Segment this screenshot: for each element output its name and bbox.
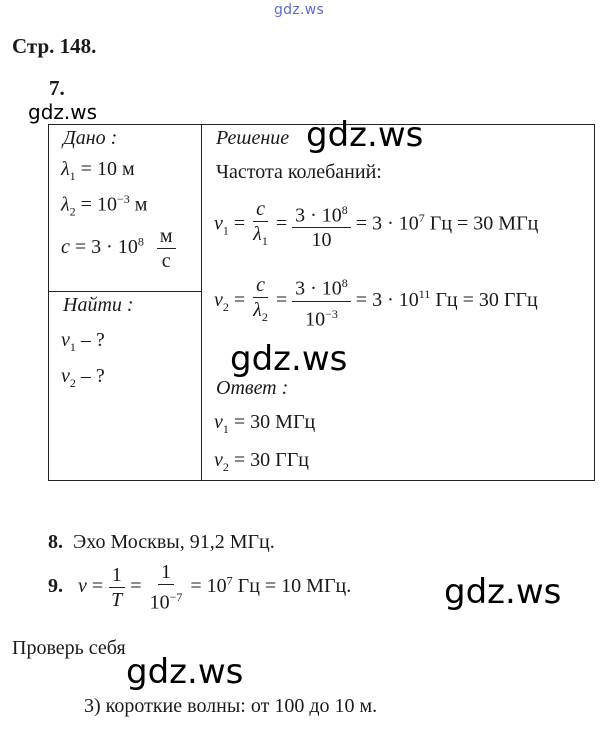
given-title: Дано : [63,127,118,149]
watermark-small: gdz.ws [28,100,98,124]
watermark-top: gdz.ws [274,2,325,18]
solution-title: Решение [216,127,290,149]
find-nu1: $\nu_1$ – ? [61,329,105,354]
watermark-solution: gdz.ws [306,115,424,155]
answer-nu2: $\nu_2 = 30$ ГГц [214,449,309,474]
task-8: 8. Эхо Москвы, 91,2 МГц. [48,531,275,553]
task-7-table [48,115,595,481]
answer-line: 3) короткие волны: от 100 до 10 м. [84,695,378,717]
watermark-bottom: gdz.ws [126,652,244,692]
nu2-formula: $\nu_2$ = $\frac{c}{\lambda_2}$ = $\frac{3 \cdot 10^8}{10^{-3}}$ = $3 \cdot 10^{11}$ Гц = 30 ГГц [214,271,538,331]
answer-nu1: $\nu_1 = 30$ МГц [214,411,316,436]
solution-text: Частота колебаний: [216,161,382,183]
given-c: $c = 3 \cdot 10^8$ $\frac{м}{с}$ [61,224,201,273]
find-cell [49,292,202,481]
page-title: Стр. 148. [12,34,97,58]
check-yourself: Проверь себя [12,637,126,659]
given-lambda2: $\lambda_2 = 10^{-3}$ м [61,192,148,219]
find-title: Найти : [63,294,134,316]
find-nu2: $\nu_2$ – ? [61,365,105,390]
watermark-right: gdz.ws [444,572,562,612]
answer-title: Ответ : [216,377,289,399]
watermark-middle: gdz.ws [230,339,348,379]
solution-cell [202,115,595,481]
nu1-formula: $\nu_1$ = $\frac{c}{\lambda_1}$ = $\frac{3 \cdot 10^8}{10}$ = $3 \cdot 10^7$ Гц = 30 МГц [214,198,539,252]
task-9: 9. ν = $\frac{1}{T}$ = $\frac{1}{10^{-7}}$ = $10^7$ Гц = 10 МГц. [48,561,352,614]
given-cell [49,125,202,292]
given-lambda1: $\lambda_1 = 10$ м [61,158,135,183]
task-7-number: 7. [49,76,65,100]
